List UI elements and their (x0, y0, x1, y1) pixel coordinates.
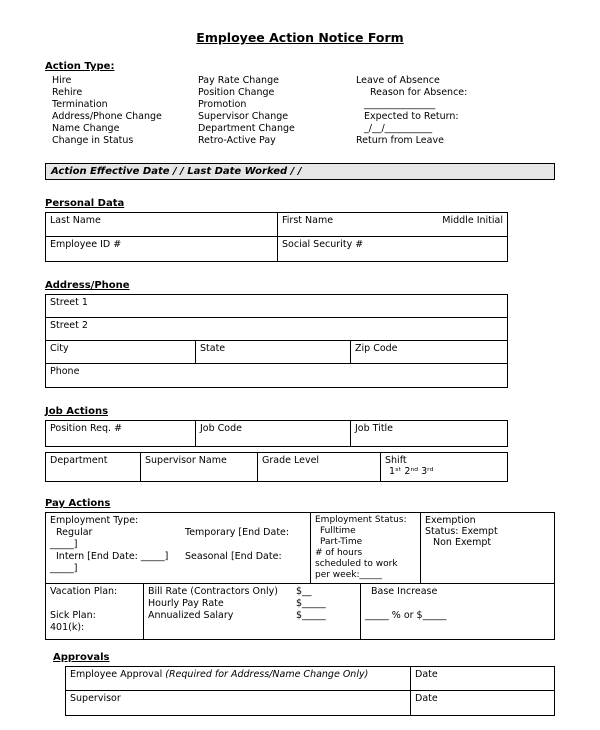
job-actions-section (45, 406, 555, 482)
address-phone-section (45, 280, 555, 388)
annualized-salary-label: Annualized Salary (148, 610, 234, 621)
vacation-plan-label: Vacation Plan: (50, 586, 118, 597)
action-option: Name Change (52, 123, 120, 134)
action-option: Retro-Active Pay (198, 135, 276, 146)
hourly-pay-amount-blank: $_____ (296, 598, 326, 609)
exemption-status-cell (421, 513, 554, 583)
action-type-section (45, 61, 555, 147)
personal-data-table (45, 212, 508, 262)
seasonal-option: Seasonal [End Date: (185, 551, 282, 562)
action-type-col3 (356, 75, 555, 147)
hourly-pay-row (148, 598, 356, 610)
action-option: Change in Status (52, 135, 134, 146)
table-row (46, 421, 507, 446)
action-type-heading: Action Type: (45, 61, 115, 72)
employment-type-cell (46, 513, 311, 583)
temporary-end-date-blank: _____] (50, 539, 78, 550)
blank-line (365, 598, 550, 610)
hours-line2: scheduled to work (315, 559, 398, 569)
action-type-columns (45, 75, 555, 147)
job-actions-heading: Job Actions (45, 406, 109, 417)
approvals-section (45, 652, 555, 716)
reason-for-absence-label: Reason for Absence: (370, 87, 468, 98)
action-option: Leave of Absence (356, 75, 440, 86)
action-option: Department Change (198, 123, 295, 134)
pay-actions-table (45, 512, 555, 640)
address-phone-heading: Address/Phone (45, 280, 130, 291)
table-row (46, 584, 554, 639)
employee-approval-note: (Required for Address/Name Change Only) (165, 669, 369, 680)
employment-status-label: Employment Status: (315, 515, 407, 525)
shift-field (381, 453, 507, 481)
department-field: Department (46, 453, 141, 481)
reason-blank-line: _______________ (364, 99, 436, 110)
job-code-field: Job Code (196, 421, 351, 446)
approvals-table (65, 666, 555, 716)
hours-line1: # of hours (315, 548, 363, 558)
zip-field: Zip Code (355, 343, 398, 354)
exemption-line2: Status: Exempt (425, 526, 498, 537)
form-title: Employee Action Notice Form (196, 30, 404, 45)
supervisor-name-field: Supervisor Name (141, 453, 258, 481)
action-option: Rehire (52, 87, 83, 98)
annualized-salary-amount-blank: $_____ (296, 610, 326, 621)
temporary-option: Temporary [End Date: (185, 527, 290, 538)
position-req-field: Position Req. # (46, 421, 196, 446)
phone-field: Phone (50, 366, 80, 377)
address-phone-table (45, 294, 508, 388)
action-type-col1 (45, 75, 198, 147)
personal-data-section (45, 198, 555, 262)
table-row (46, 295, 507, 318)
middle-initial-label: Middle Initial (442, 215, 503, 226)
employee-approval-label: Employee Approval (70, 669, 166, 680)
table-row (46, 364, 507, 387)
supervisor-approval-date-field: Date (415, 693, 438, 704)
expected-to-return-label: Expected to Return: (364, 111, 459, 122)
exemption-line1: Exemption (425, 515, 476, 526)
pay-actions-section (45, 498, 555, 640)
shift-label: Shift (385, 455, 407, 466)
table-row (46, 318, 507, 341)
approvals-heading: Approvals (53, 652, 110, 663)
bill-rate-label: Bill Rate (Contractors Only) (148, 586, 278, 597)
supervisor-approval-field: Supervisor (66, 691, 411, 715)
effective-date-bar: Action Effective Date / / Last Date Worked / / (45, 163, 555, 180)
employment-type-line2 (50, 527, 306, 539)
street1-field: Street 1 (50, 297, 88, 308)
blank-line (50, 598, 139, 610)
401k-label: 401(k): (50, 622, 85, 633)
plans-cell (46, 584, 144, 639)
employee-approval-date-field: Date (415, 669, 438, 680)
sick-plan-label: Sick Plan: (50, 610, 96, 621)
non-exempt-option: Non Exempt (433, 537, 492, 548)
shift-options: 1ˢᵗ 2ⁿᵈ 3ʳᵈ (389, 466, 434, 477)
job-actions-table-1 (45, 420, 508, 447)
table-row (46, 513, 554, 584)
return-date-blank-line: _/__/__________ (364, 123, 433, 134)
action-option: Address/Phone Change (52, 111, 162, 122)
action-option: Termination (52, 99, 108, 110)
intern-option: Intern [End Date: _____] (56, 551, 169, 562)
employment-type-label: Employment Type: (50, 515, 139, 526)
last-name-field: Last Name (46, 213, 278, 236)
parttime-option: Part-Time (320, 537, 363, 547)
bill-rate-row (148, 586, 356, 598)
table-row (46, 237, 507, 261)
personal-data-heading: Personal Data (45, 198, 125, 209)
employee-id-field: Employee ID # (46, 237, 278, 261)
employment-type-line4 (50, 551, 306, 563)
action-type-col2 (198, 75, 356, 147)
job-title-field: Job Title (355, 423, 394, 434)
table-row (46, 453, 507, 481)
action-option: Hire (52, 75, 72, 86)
street2-field: Street 2 (50, 320, 88, 331)
first-name-label: First Name (282, 215, 334, 226)
action-option: Supervisor Change (198, 111, 289, 122)
approvals-table-wrap (65, 666, 555, 716)
base-increase-blank: _____ % or $_____ (365, 610, 447, 621)
table-row (46, 213, 507, 237)
action-option: Position Change (198, 87, 275, 98)
bill-rate-amount-blank: $__ (296, 586, 312, 597)
employee-approval-field (66, 667, 411, 690)
hours-line3: per week:_____ (315, 570, 382, 580)
first-name-field (278, 213, 507, 236)
city-field: City (46, 341, 196, 363)
annualized-salary-row (148, 610, 356, 622)
table-row (46, 341, 507, 364)
base-increase-cell (361, 584, 554, 639)
grade-level-field: Grade Level (258, 453, 381, 481)
pay-actions-heading: Pay Actions (45, 498, 111, 509)
hourly-pay-label: Hourly Pay Rate (148, 598, 224, 609)
table-row (66, 691, 554, 715)
action-option: Return from Leave (356, 135, 444, 146)
action-option: Promotion (198, 99, 247, 110)
fulltime-option: Fulltime (320, 526, 356, 536)
seasonal-end-date-blank: _____] (50, 563, 78, 574)
social-security-field: Social Security # (282, 239, 364, 250)
rates-cell (144, 584, 361, 639)
regular-option: Regular (56, 527, 93, 538)
employment-status-cell (311, 513, 421, 583)
state-field: State (196, 341, 351, 363)
base-increase-label: Base Increase (371, 586, 438, 597)
job-actions-table-2 (45, 452, 508, 482)
action-option: Pay Rate Change (198, 75, 279, 86)
table-row (66, 667, 554, 691)
